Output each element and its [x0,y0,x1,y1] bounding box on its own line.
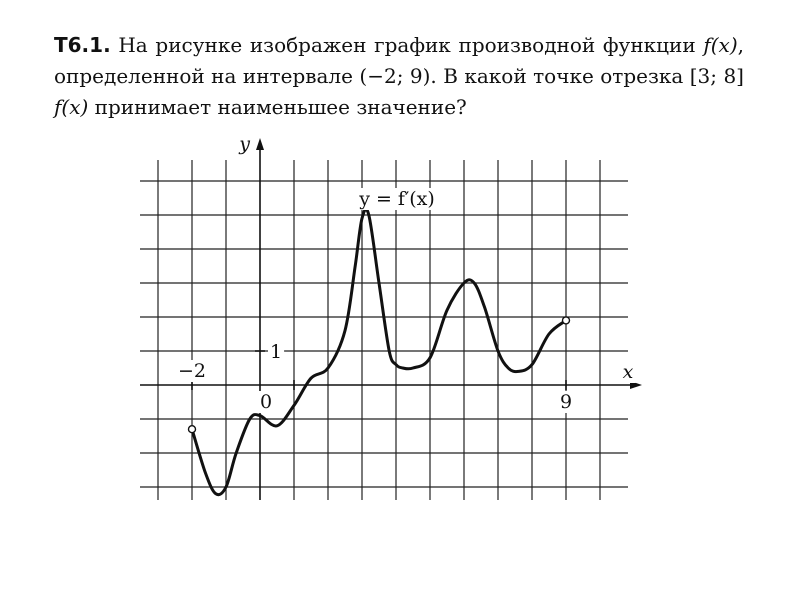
function-notation: f(x) [703,33,738,57]
open-endpoint [563,317,570,324]
x-tick-label-left: −2 [177,360,207,382]
problem-question: принимает наименьшее значение? [88,95,467,119]
y-axis-label: y [239,133,250,155]
y-axis-arrow [256,138,264,150]
curve-layer [189,209,573,495]
open-endpoint [189,426,196,433]
function-notation: f(x) [54,95,89,119]
problem-label: Т6.1. [54,33,111,57]
x-tick-label-right: 9 [559,391,573,413]
problem-text-part-1: На рисунке изображен график производной функции [110,33,704,57]
labels [176,133,636,413]
problem-text-part-2: , определенной на интервале (−2; 9). В какой точке отрезка [3; 8] [54,33,744,88]
origin-label: 0 [259,391,273,413]
curve-label: y = f′(x) [359,188,435,210]
x-axis-label: x [622,361,634,383]
derivative-curve [192,209,566,495]
y-tick-label-unit: 1 [270,341,283,363]
